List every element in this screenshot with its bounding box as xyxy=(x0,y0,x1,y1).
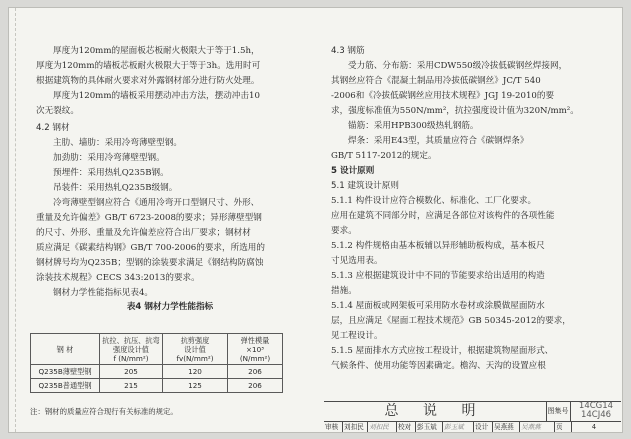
header-line: (N/mm²) xyxy=(239,353,271,363)
signature: 刘扣民 xyxy=(368,422,397,432)
table-header xyxy=(163,334,228,365)
text-line: 预埋件：采用热轧Q235B钢。 xyxy=(53,168,169,178)
header-line: ×10³ xyxy=(245,344,265,354)
text-line: 加劲肋：采用冷弯薄壁型钢。 xyxy=(53,153,165,163)
binding-line xyxy=(15,8,17,432)
left-column xyxy=(36,8,304,315)
text-line: 厚度为120mm的墙板采用摆动冲击方法，摆动冲击10 xyxy=(53,91,260,101)
section-heading: 4.2 钢材 xyxy=(36,123,70,133)
role-label: 校对 xyxy=(397,422,416,432)
atlas-label: 图集号 xyxy=(546,402,571,422)
section-heading: 5.1 建筑设计原则 xyxy=(331,181,399,191)
text-line: 冷弯薄壁型钢应符合《通用冷弯开口型钢尺寸、外形、 xyxy=(53,198,260,208)
drawing-title: 总 说 明 xyxy=(324,402,547,422)
text-line: 厚度为120mm的屋面板芯板耐火极限大于等于1.5h， xyxy=(53,46,260,56)
table-cell: Q235B普通型钢 xyxy=(31,379,100,393)
table-cell: 125 xyxy=(163,379,228,393)
table-header xyxy=(228,334,283,365)
text-line: 涂装技术规程》CECS 343:2013的要求。 xyxy=(36,273,200,283)
table-cell: 215 xyxy=(100,379,163,393)
text-line: 其钢丝应符合《混凝土制品用冷拔低碳钢丝》JC/T 540 xyxy=(331,76,541,86)
signature: 吴燕燕 xyxy=(520,422,555,432)
role-label: 设计 xyxy=(474,422,493,432)
steel-properties-table xyxy=(30,333,283,393)
text-line: 吊装件：采用热轧Q235B级钢。 xyxy=(53,183,178,193)
header-line: f (N/mm²) xyxy=(113,353,149,363)
text-line: 次无裂纹。 xyxy=(36,106,79,116)
table-caption: 表4 钢材力学性能指标 xyxy=(126,302,214,312)
atlas-line: 14CJ46 xyxy=(580,410,612,420)
signature-row xyxy=(324,422,621,432)
text-line: 措施。 xyxy=(331,286,357,296)
text-line: 钢材力学性能指标见表4。 xyxy=(53,288,153,298)
role-label: 审核 xyxy=(324,422,343,432)
person-name: 刘扣民 xyxy=(343,422,368,432)
text-line: 钢材牌号均为Q235B；型钢的涂装要求满足《钢结构防腐蚀 xyxy=(36,258,264,268)
table-cell: 206 xyxy=(228,365,283,379)
header-line: fv(N/mm²) xyxy=(176,353,214,363)
text-line: 气候条件、使用功能等因素确定。檐沟、天沟的设置应根 xyxy=(331,361,546,371)
atlas-line: 14CG14 xyxy=(578,401,614,411)
header-line: 弹性模量 xyxy=(240,335,270,345)
table-row xyxy=(31,365,283,379)
text-line: 要求。 xyxy=(331,226,357,236)
right-column xyxy=(331,8,615,374)
text-line: 主肋、墙肋：采用冷弯薄壁型钢。 xyxy=(53,138,182,148)
page-number: 4 xyxy=(591,423,597,431)
header-line: 抗拉、抗压、抗弯 xyxy=(102,335,160,345)
table-header: 钢 材 xyxy=(31,334,100,365)
text-line: 5.1.4 屋面板或网架板可采用防水卷材或涂膜做屋面防水 xyxy=(331,301,545,311)
signature: 彭玉斌 xyxy=(443,422,474,432)
atlas-number xyxy=(571,402,621,422)
person-name: 彭玉斌 xyxy=(416,422,443,432)
page-label: 页 xyxy=(555,422,572,432)
text-line: 锚筋：采用HPB300级热轧钢筋。 xyxy=(348,121,479,131)
text-line: 受力筋、分布筋：采用CDW550级冷拔低碳钢丝焊接网， xyxy=(348,61,568,71)
text-line: 重量及允许偏差》GB/T 6723-2008的要求；异形薄壁型钢 xyxy=(36,213,262,223)
text-line: 5.1.5 屋面排水方式应按工程设计，根据建筑物屋面形式、 xyxy=(331,346,554,356)
table-cell: 120 xyxy=(163,365,228,379)
table-cell: 206 xyxy=(228,379,283,393)
table-cell: Q235B薄壁型钢 xyxy=(31,365,100,379)
text-line: -2006和《冷拔低碳钢丝应用技术规程》JGJ 19-2010的要 xyxy=(331,91,555,101)
header-line: 设计值 xyxy=(184,344,206,354)
person-name: 吴燕燕 xyxy=(493,422,520,432)
text-line: 厚度为120mm的墙板芯板耐火极限大于等于3h。选用时可 xyxy=(36,61,261,71)
text-line: 的尺寸、外形、重量及允许偏差应符合出厂要求；钢材材 xyxy=(36,228,251,238)
table-header xyxy=(100,334,163,365)
text-line: GB/T 5117-2012的规定。 xyxy=(331,151,437,161)
section-heading: 4.3 钢筋 xyxy=(331,46,365,56)
text-line: 质应满足《碳素结构钢》GB/T 700-2006的要求，所选用的 xyxy=(36,243,265,253)
header-line: 强度设计值 xyxy=(113,344,149,354)
text-line: 5.1.2 构件规格由基本板辅以异形辅助板构成，基本板尺 xyxy=(331,241,545,251)
text-line: 层，且应满足《屋面工程技术规范》GB 50345-2012的要求， xyxy=(331,316,571,326)
text-line: 应用在建筑不同部分时，应满足各部位对该构件的各项性能 xyxy=(331,211,555,221)
text-line: 5.1.1 构件设计应符合模数化、标准化、工厂化要求。 xyxy=(331,196,537,206)
table-cell: 205 xyxy=(100,365,163,379)
text-line: 焊条：采用E43型，其质量应符合《碳钢焊条》 xyxy=(348,136,529,146)
text-line: 根据建筑物的具体耐火要求对外露钢材部分进行防火处理。 xyxy=(36,76,260,86)
table-row xyxy=(31,379,283,393)
table-note: 注：钢材的质量应符合现行有关标准的规定。 xyxy=(30,407,178,416)
section-heading: 5 设计原则 xyxy=(331,166,375,176)
text-line: 寸见选用表。 xyxy=(331,256,383,266)
text-line: 见工程设计。 xyxy=(331,331,383,341)
title-block xyxy=(324,401,621,432)
text-line: 求，强度标准值为550N/mm²，抗拉强度设计值为320N/mm²。 xyxy=(331,106,579,116)
drawing-sheet xyxy=(8,7,623,433)
text-line: 5.1.3 应根据建筑设计中不同的节能要求给出适用的构造 xyxy=(331,271,545,281)
header-line: 抗剪强度 xyxy=(180,335,210,345)
